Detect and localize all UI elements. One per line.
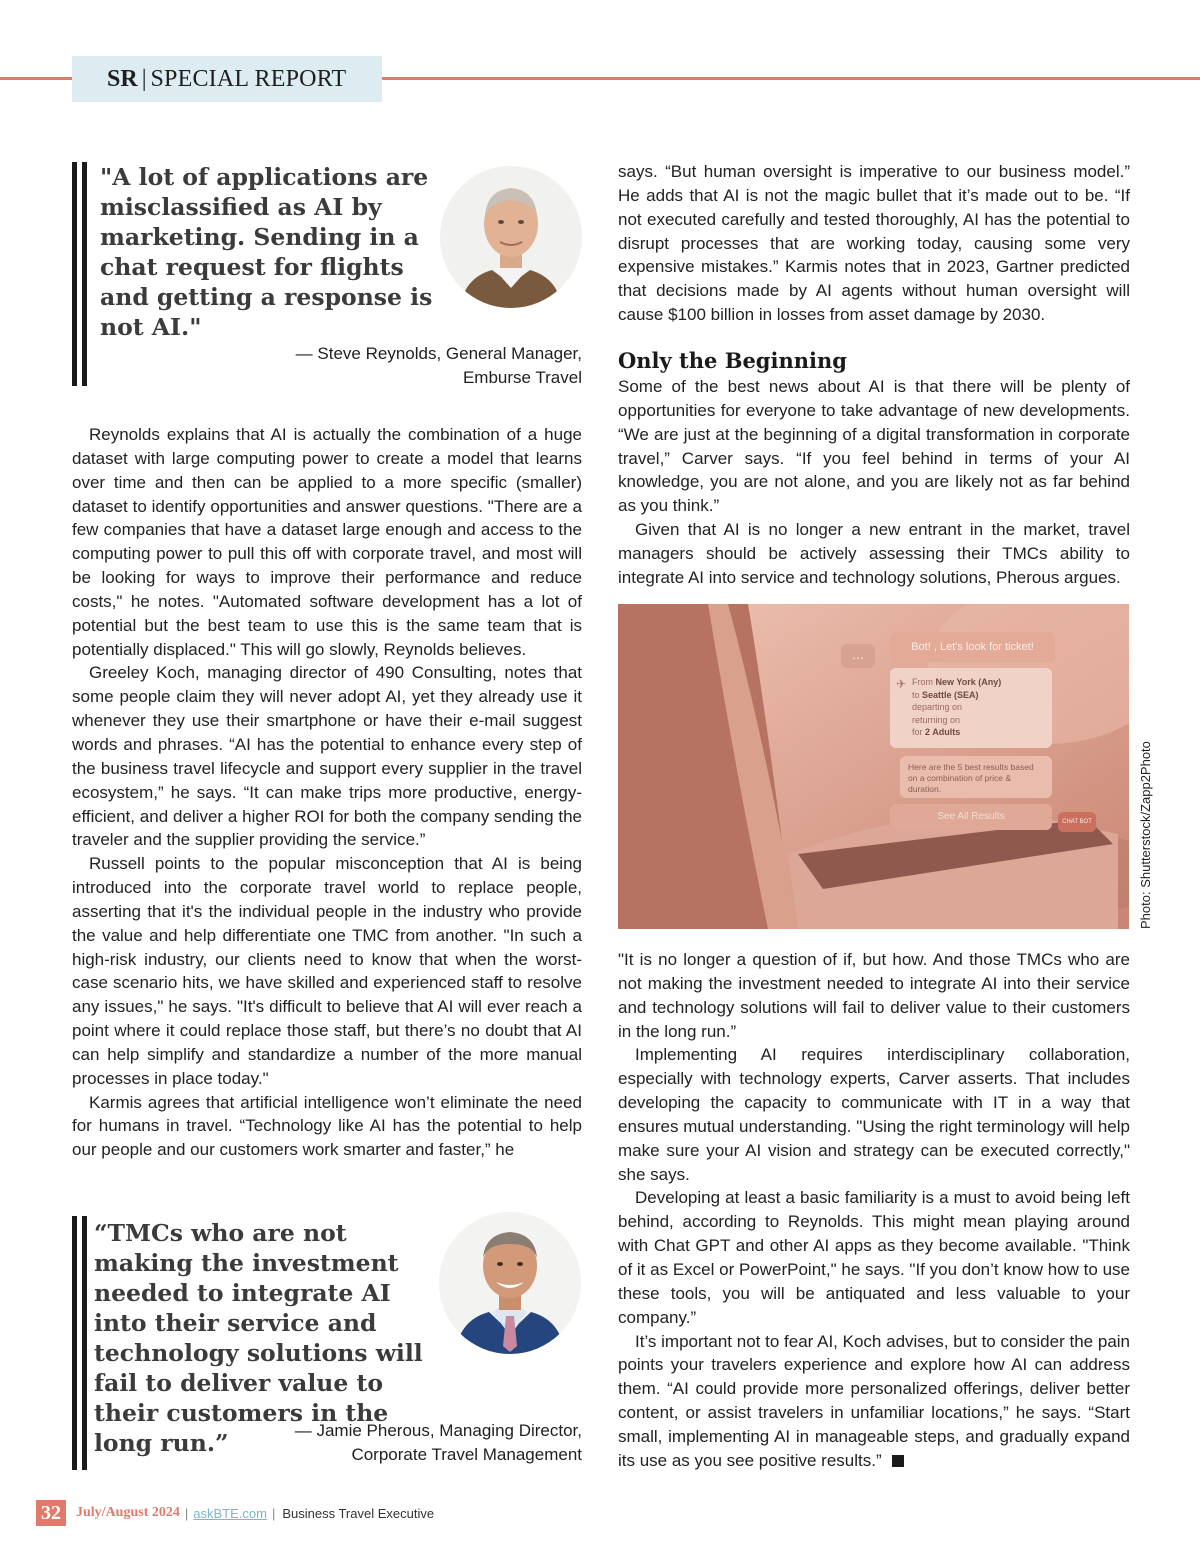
quote-bars (72, 162, 88, 386)
photo-credit: Photo: Shutterstock/Zapp2Photo (1138, 741, 1153, 929)
header-rule-right (382, 77, 1200, 80)
avatar-steve-reynolds (440, 166, 582, 308)
attribution-line: — Steve Reynolds, General Manager, (295, 344, 582, 363)
article-column-right-mid (618, 375, 1130, 590)
body-paragraph: Greeley Koch, managing director of 490 Consulting, notes that some people claim they will never adopt AI, yet they already use it whenever they use their smartphone or have their e-mail suggest words and phrases. “AI has the potential to enhance every step of the business travel lifecycle and support every supplier in the travel ecosystem,” he says. “It can make trips more productive, energy-efficient, and deliver a higher ROI for both the company sending the traveler and the supplier providing the service.” (72, 663, 582, 850)
body-paragraph: Russell points to the popular misconception that AI is being introduced into the corporate travel world to replace people, asserting that it's the individual people in the industry who provide the value and help differentiate one TMC from another. "In such a high-risk industry, our clients need to know that when the worst-case scenario hits, we have skilled and experienced staff to resolve any issues," he says. "It's difficult to believe that AI will ever reach a point where it could replace those staff, but there’s no doubt that AI can help simplify and standardize a number of the more manual processes in place today." (72, 854, 582, 1088)
section-label: SPECIAL REPORT (150, 65, 347, 92)
publication-name: Business Travel Executive (282, 1505, 435, 1521)
body-paragraph: says. “But human oversight is imperative to our business model.” He adds that AI is not the magic bullet that it’s made out to be. “If not executed carefully and tested thoroughly, AI has the potential to disrupt processes that are working today, causing some very expensive mistakes.” Karmis notes that in 2023, Gartner predicted that decisions made by AI agents without human oversight will cause $100 billion in losses from asset damage by 2030. (618, 162, 1130, 325)
body-paragraph (618, 1330, 1130, 1473)
to-city: Seattle (SEA) (922, 689, 979, 700)
pullquote-text: "A lot of applications are misclassified as AI by marketing. Sending in a chat request for flights and getting a response is not AI." (100, 163, 433, 341)
typing-bubble: ... (841, 644, 875, 668)
pullquote-text: “TMCs who are not making the investment needed to integrate AI into their service and technology solutions will fail to deliver value to their customers in the long run.” (94, 1219, 423, 1457)
end-mark-icon (892, 1455, 904, 1467)
closing-text: It’s important not to fear AI, Koch advises, but to consider the pain points your travelers experience and explore how AI can address them. “AI could provide more personalized offerings, deliver better content, or assist travelers in unfamiliar locations,” he says. “Start small, implementing AI in manageable steps, and gradually expand its use as you see positive results.” (618, 1331, 1130, 1470)
section-divider: | (141, 65, 147, 92)
body-paragraph: Given that AI is no longer a new entrant in the market, travel managers should be actively assessing their TMCs ability to integrate AI into service and technology solutions, Pherous argues. (618, 520, 1130, 587)
body-paragraph: Some of the best news about AI is that there will be plenty of opportunities for everyone to take advantage of new developments. “We are just at the beginning of a digital transformation in corporate travel,” Carver says. “If you feel behind in terms of your AI knowledge, you are not alone, and you are likely not as far behind as you think.” (618, 377, 1130, 516)
section-subhead: Only the Beginning (618, 348, 847, 373)
search-card (890, 668, 1052, 748)
article-column-right-top (618, 160, 1130, 327)
chat-bot-badge: CHAT BOT (1058, 812, 1096, 832)
website-link[interactable]: askBTE.com (193, 1505, 267, 1521)
from-city: New York (Any) (935, 677, 1002, 687)
body-paragraph: "It is no longer a question of if, but how. And those TMCs who are not making the investment needed to integrate AI into their service and technology solutions will fail to deliver value to their customers in the long run.” (618, 950, 1130, 1041)
header-rule-left (0, 77, 72, 80)
page-number: 32 (36, 1500, 66, 1526)
see-all-results-button[interactable]: See All Results (890, 804, 1052, 830)
airplane-icon: ✈ (896, 677, 907, 691)
pullquote-pherous (72, 1216, 582, 1470)
footer-separator: | (184, 1505, 189, 1521)
avatar-jamie-pherous (439, 1212, 581, 1354)
for-label: for (912, 727, 923, 737)
pullquote-attribution (296, 342, 582, 390)
body-paragraph: Developing at least a basic familiarity is a must to avoid being left behind, according to Reynolds. This might mean playing around with Chat GPT and other AI apps as they become available. "Think of it as Excel or PowerPoint," he says. "If you don’t know how to use these tools, you will be antiquated and less valuable to your company.” (618, 1188, 1130, 1327)
pullquote-attribution (295, 1419, 582, 1467)
body-paragraph: Implementing AI requires interdisciplinary collaboration, especially with technology experts, Carver asserts. That includes developing the capacity to communicate with IT in a way that ensures mutual understanding. "Using the right terminology will help make sure your AI vision and strategy can be executed correctly," she says. (618, 1045, 1130, 1184)
body-paragraph: Karmis agrees that artificial intelligence won’t eliminate the need for humans in travel. “Technology like AI has the potential to help our people and our customers work smarter and faster,” he (72, 1092, 582, 1160)
bot-bubble: Bot! , Let's look for ticket! (890, 632, 1055, 662)
article-column-left (72, 423, 582, 1162)
adults-count: 2 Adults (925, 727, 961, 737)
attribution-line: — Jamie Pherous, Managing Director, (294, 1421, 582, 1440)
attribution-line: Corporate Travel Management (351, 1445, 582, 1464)
section-abbrev: SR (107, 65, 138, 92)
attribution-line: Emburse Travel (462, 368, 582, 387)
from-label: From (912, 677, 933, 687)
results-card: Here are the 5 best results based on a combination of price & duration. (900, 756, 1052, 798)
returning-label: returning on (912, 714, 961, 725)
article-column-right-bottom (618, 948, 1130, 1473)
chatbot-photo (618, 604, 1129, 929)
page-footer (36, 1500, 434, 1526)
issue-date: July/August 2024 (76, 1505, 180, 1520)
body-paragraph: Reynolds explains that AI is actually the combination of a huge dataset with large computing power to create a model that learns over time and then can be applied to a more specific (smaller) dataset to identify opportunities and answer questions. "There are a few companies that have a dataset large enough and access to the computing power to pull this off with corporate travel, and most will be looking for ways to improve their performance and reduce costs," he notes. "Automated software development has a lot of potential but the best team to use this is the same team that is potentially displaced." This will go slowly, Reynolds believes. (72, 425, 582, 659)
to-label: to (912, 689, 920, 700)
quote-bars (72, 1216, 88, 1470)
section-tab (72, 56, 382, 102)
footer-separator: | (271, 1505, 276, 1521)
departing-label: departing on (912, 702, 963, 712)
pullquote-reynolds (72, 162, 582, 386)
